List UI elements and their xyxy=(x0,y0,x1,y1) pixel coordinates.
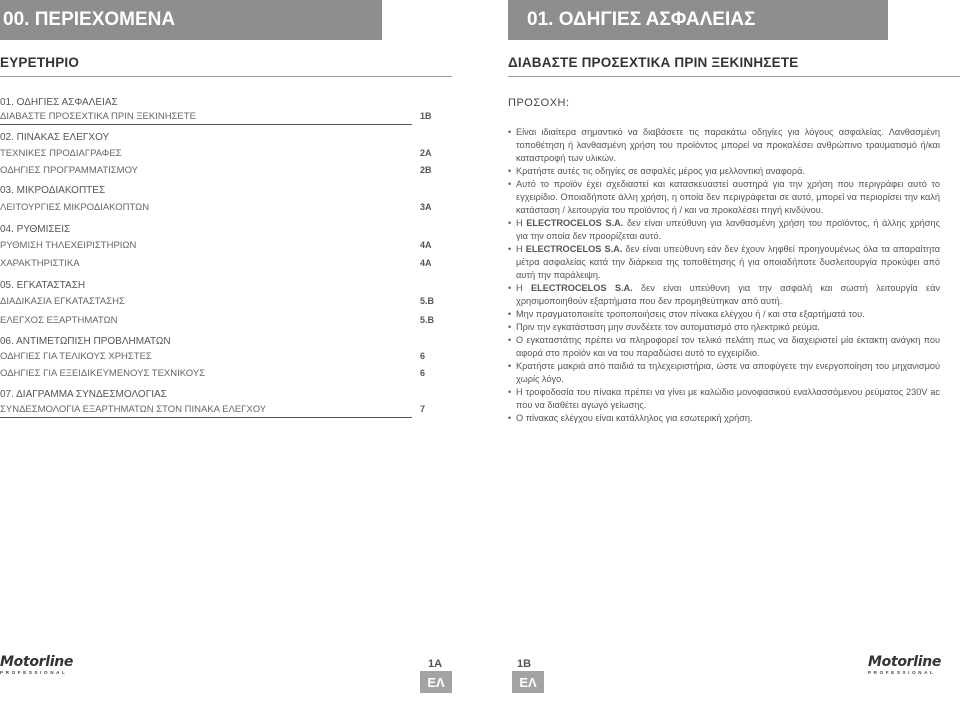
safety-item-text: δεν είναι υπεύθυνη εάν δεν έχουν ληφθεί προηγουμένως όλα τα απαραίτητα μέτρα ασφαλείας κατά την διάρκεια της τοποθέτησης ή για οποιαδήποτε δυσλειτουργία προκύψει από αυτή την παράλειψη. xyxy=(516,244,941,280)
toc-entry-text: ΣΥΝΔΕΣΜΟΛΟΓΙΑ ΕΞΑΡΤΗΜΑΤΩΝ ΣΤΟΝ ΠΙΝΑΚΑ ΕΛΕΓΧΟΥ xyxy=(0,404,267,415)
toc-entry-text: 03. ΜΙΚΡΟΔΙΑΚΟΠΤΕΣ xyxy=(0,185,106,196)
safety-item-text: Η xyxy=(516,218,527,228)
safety-item xyxy=(508,308,940,321)
company-name: ELECTROCELOS S.A. xyxy=(525,244,623,254)
right-page xyxy=(480,0,960,715)
safety-item-text: Είναι ιδιαίτερα σημαντικό να διαβάσετε τις παρακάτω οδηγίες για λόγους ασφαλείας. Λανθασμένη τοποθέτηση ή λανθασμένη χρήση του προϊόντος μπορεί να προκαλέσει ανθρώπινο τραυματισμό ή/και καταστροφή των υλικών. xyxy=(516,127,940,163)
toc-entry xyxy=(0,148,440,162)
page-header: 01. ΟΔΗΓΙΕΣ ΑΣΦΑΛΕΙΑΣ xyxy=(508,0,888,40)
toc-entry-page: 6 xyxy=(420,368,426,378)
page-header: 00. ΠΕΡΙΕΧΟΜΕΝΑ xyxy=(0,0,382,40)
safety-item-text: δεν είναι υπεύθυνη για λανθασμένη χρήση του προϊόντος, ή άλλης χρήσης για την οποία δεν προορίζεται αυτό. xyxy=(516,218,941,241)
logo-tagline: PROFESSIONAL xyxy=(0,670,68,675)
brand-logo xyxy=(0,655,92,679)
toc-entry-text: ΕΛΕΓΧΟΣ ΕΞΑΡΤΗΜΑΤΩΝ xyxy=(0,315,118,326)
toc-entry-page: 3A xyxy=(420,202,432,212)
toc-entry xyxy=(0,185,440,199)
bullet-icon: • xyxy=(508,361,512,371)
toc-entry-text: ΟΔΗΓΙΕΣ ΓΙΑ ΤΕΛΙΚΟΥΣ ΧΡΗΣΤΕΣ xyxy=(0,351,152,362)
section-title: ΕΥΡΕΤΗΡΙΟ xyxy=(0,55,80,70)
toc-entry xyxy=(0,296,440,310)
safety-item-text: Ο πίνακας ελέγχου είναι κατάλληλος για εσωτερική χρήση. xyxy=(516,413,753,423)
toc-entry-text: 05. ΕΓΚΑΤΑΣΤΑΣΗ xyxy=(0,280,86,291)
page-number: 1B xyxy=(517,658,532,670)
safety-item-text: Η τροφοδοσία του πίνακα πρέπει να γίνει με καλώδιο μονοφασικού εναλλασσόμενου ρεύματος 230V ac που να διαθέτει αγωγό γείωσης. xyxy=(516,387,940,410)
toc-entry-text: 07. ΔΙΑΓΡΑΜΜΑ ΣΥΝΔΕΣΜΟΛΟΓΙΑΣ xyxy=(0,389,167,400)
toc-entry-text: ΡΥΘΜΙΣΗ ΤΗΛΕΧΕΙΡΙΣΤΗΡΙΩΝ xyxy=(0,240,137,251)
section-title: ΔΙΑΒΑΣΤΕ ΠΡΟΣΕΧΤΙΚΑ ΠΡΙΝ ΞΕΚΙΝΗΣΕΤΕ xyxy=(508,55,799,70)
toc-entry-text: 06. ΑΝΤΙΜΕΤΩΠΙΣΗ ΠΡΟΒΛΗΜΑΤΩΝ xyxy=(0,336,171,347)
bullet-icon: • xyxy=(508,179,512,189)
toc-entry xyxy=(0,224,440,238)
toc-entry-text: 04. ΡΥΘΜΙΣΕΙΣ xyxy=(0,224,71,235)
toc-entry xyxy=(0,132,440,146)
toc-entry xyxy=(0,111,432,125)
safety-item-text: Αυτό το προϊόν έχει σχεδιαστεί και κατασκευαστεί αυστηρά για την χρήση που περιγράφει αυτό το εγχειρίδιο. Οποιαδήποτε άλλη χρήση, η οποία δεν περιγράφεται σε αυτό, μπορεί να περιορίσει την καλή κατάσταση / λειτουργία του προϊόντος ή / και να προκαλέσει πηγή κινδύνου. xyxy=(516,179,940,215)
toc-entry-text: ΔΙΑΒΑΣΤΕ ΠΡΟΣΕΧΤΙΚΑ ΠΡΙΝ ΞΕΚΙΝΗΣΕΤΕ xyxy=(0,111,196,122)
safety-item xyxy=(508,282,940,308)
toc-entry-page: 2B xyxy=(420,165,432,175)
safety-item-text: Η xyxy=(516,244,526,254)
safety-item xyxy=(508,178,940,217)
toc-entry-text: ΧΑΡΑΚΤΗΡΙΣΤΙΚΑ xyxy=(0,258,80,269)
toc-entry xyxy=(0,336,440,350)
warning-title: ΠΡΟΣΟΧΗ: xyxy=(508,97,570,109)
toc-entry-text: 02. ΠΙΝΑΚΑΣ ΕΛΕΓΧΟΥ xyxy=(0,132,110,143)
bullet-icon: • xyxy=(508,166,512,176)
bullet-icon: • xyxy=(508,127,512,137)
brand-logo xyxy=(868,655,960,679)
safety-item xyxy=(508,386,940,412)
bullet-icon: • xyxy=(508,283,512,293)
safety-instructions-list xyxy=(508,126,940,425)
toc-entry-page: 4A xyxy=(420,240,432,250)
toc-entry-page: 1B xyxy=(420,111,432,121)
divider xyxy=(508,76,960,77)
toc-entry xyxy=(0,280,440,294)
toc-entry xyxy=(0,202,440,216)
toc-entry-page: 4A xyxy=(420,258,432,268)
language-badge: ΕΛ xyxy=(512,671,544,693)
bullet-icon: • xyxy=(508,322,512,332)
toc-entry xyxy=(0,368,440,382)
toc-entry xyxy=(0,258,440,272)
bullet-icon: • xyxy=(508,335,512,345)
toc-entry xyxy=(0,315,440,329)
company-name: ELECTROCELOS S.A. xyxy=(530,283,633,293)
toc-entry xyxy=(0,97,440,111)
language-badge: ΕΛ xyxy=(420,671,452,693)
toc-entry-text: ΔΙΑΔΙΚΑΣΙΑ ΕΓΚΑΤΑΣΤΑΣΗΣ xyxy=(0,296,125,307)
safety-item xyxy=(508,334,940,360)
safety-item-text: Η xyxy=(516,283,531,293)
bullet-icon: • xyxy=(508,387,512,397)
toc-entry-text: ΤΕΧΝΙΚΕΣ ΠΡΟΔΙΑΓΡΑΦΕΣ xyxy=(0,148,122,159)
safety-item-text: Ο εγκαταστάτης πρέπει να πληροφορεί τον τελικό πελάτη πως να διαχειριστεί μία έκτακτη ανάγκη που αφορά στο προϊόν και να του παραδώσει αυτό το εγχειρίδιο. xyxy=(516,335,940,358)
safety-item xyxy=(508,165,940,178)
toc-entry-page: 7 xyxy=(420,404,426,414)
safety-item xyxy=(508,243,940,282)
toc-entry xyxy=(0,240,440,254)
toc-entry-text: 01. ΟΔΗΓΙΕΣ ΑΣΦΑΛΕΙΑΣ xyxy=(0,97,118,108)
safety-item-text: Πριν την εγκατάσταση μην συνδέετε τον αυτοματισμό στο ηλεκτρικό ρεύμα. xyxy=(516,322,820,332)
bullet-icon: • xyxy=(508,244,512,254)
toc-entry-text: ΟΔΗΓΙΕΣ ΠΡΟΓΡΑΜΜΑΤΙΣΜΟΥ xyxy=(0,165,139,176)
safety-item-text: Κρατήστε αυτές τις οδηγίες σε ασφαλές μέρος για μελλοντική αναφορά. xyxy=(516,166,805,176)
toc-entry-page: 5.B xyxy=(420,315,435,325)
safety-item xyxy=(508,321,940,334)
safety-item xyxy=(508,412,940,425)
toc-entry-page: 6 xyxy=(420,351,426,361)
toc-entry-text: ΟΔΗΓΙΕΣ ΓΙΑ ΕΞΕΙΔΙΚΕΥΜΕΝΟΥΣ ΤΕΧΝΙΚΟΥΣ xyxy=(0,368,206,379)
toc-entry xyxy=(0,165,440,179)
company-name: ELECTROCELOS S.A. xyxy=(526,218,624,228)
logo-name: Motorline xyxy=(868,654,942,670)
bullet-icon: • xyxy=(508,309,512,319)
safety-item xyxy=(508,360,940,386)
safety-item xyxy=(508,126,940,165)
toc-entry xyxy=(0,351,440,365)
safety-item xyxy=(508,217,940,243)
divider xyxy=(0,76,452,77)
toc-entry-page: 5.B xyxy=(420,296,435,306)
toc-entry-page: 2A xyxy=(420,148,432,158)
toc-entry xyxy=(0,389,440,403)
safety-item-text: δεν είναι υπεύθυνη για την ασφαλή και σωστή λειτουργία εάν χρησιμοποιηθούν εξαρτήματα που δεν προμηθεύτηκαν από αυτή. xyxy=(516,283,941,306)
page-number: 1A xyxy=(428,658,443,670)
bullet-icon: • xyxy=(508,413,512,423)
toc-entry xyxy=(0,404,426,418)
bullet-icon: • xyxy=(508,218,512,228)
logo-name: Motorline xyxy=(0,654,74,670)
toc-entry-text: ΛΕΙΤΟΥΡΓΙΕΣ ΜΙΚΡΟΔΙΑΚΟΠΤΩΝ xyxy=(0,202,150,213)
safety-item-text: Μην πραγματοποιείτε τροποποιήσεις στον πίνακα ελέγχου ή / και στα εξαρτήματά του. xyxy=(516,309,865,319)
safety-item-text: Κρατήστε μακριά από παιδιά τα τηλεχειριστήρια, ώστε να αποφύγετε την ενεργοποίηση του μηχανισμού χωρίς λόγο. xyxy=(516,361,940,384)
logo-tagline: PROFESSIONAL xyxy=(868,670,936,675)
